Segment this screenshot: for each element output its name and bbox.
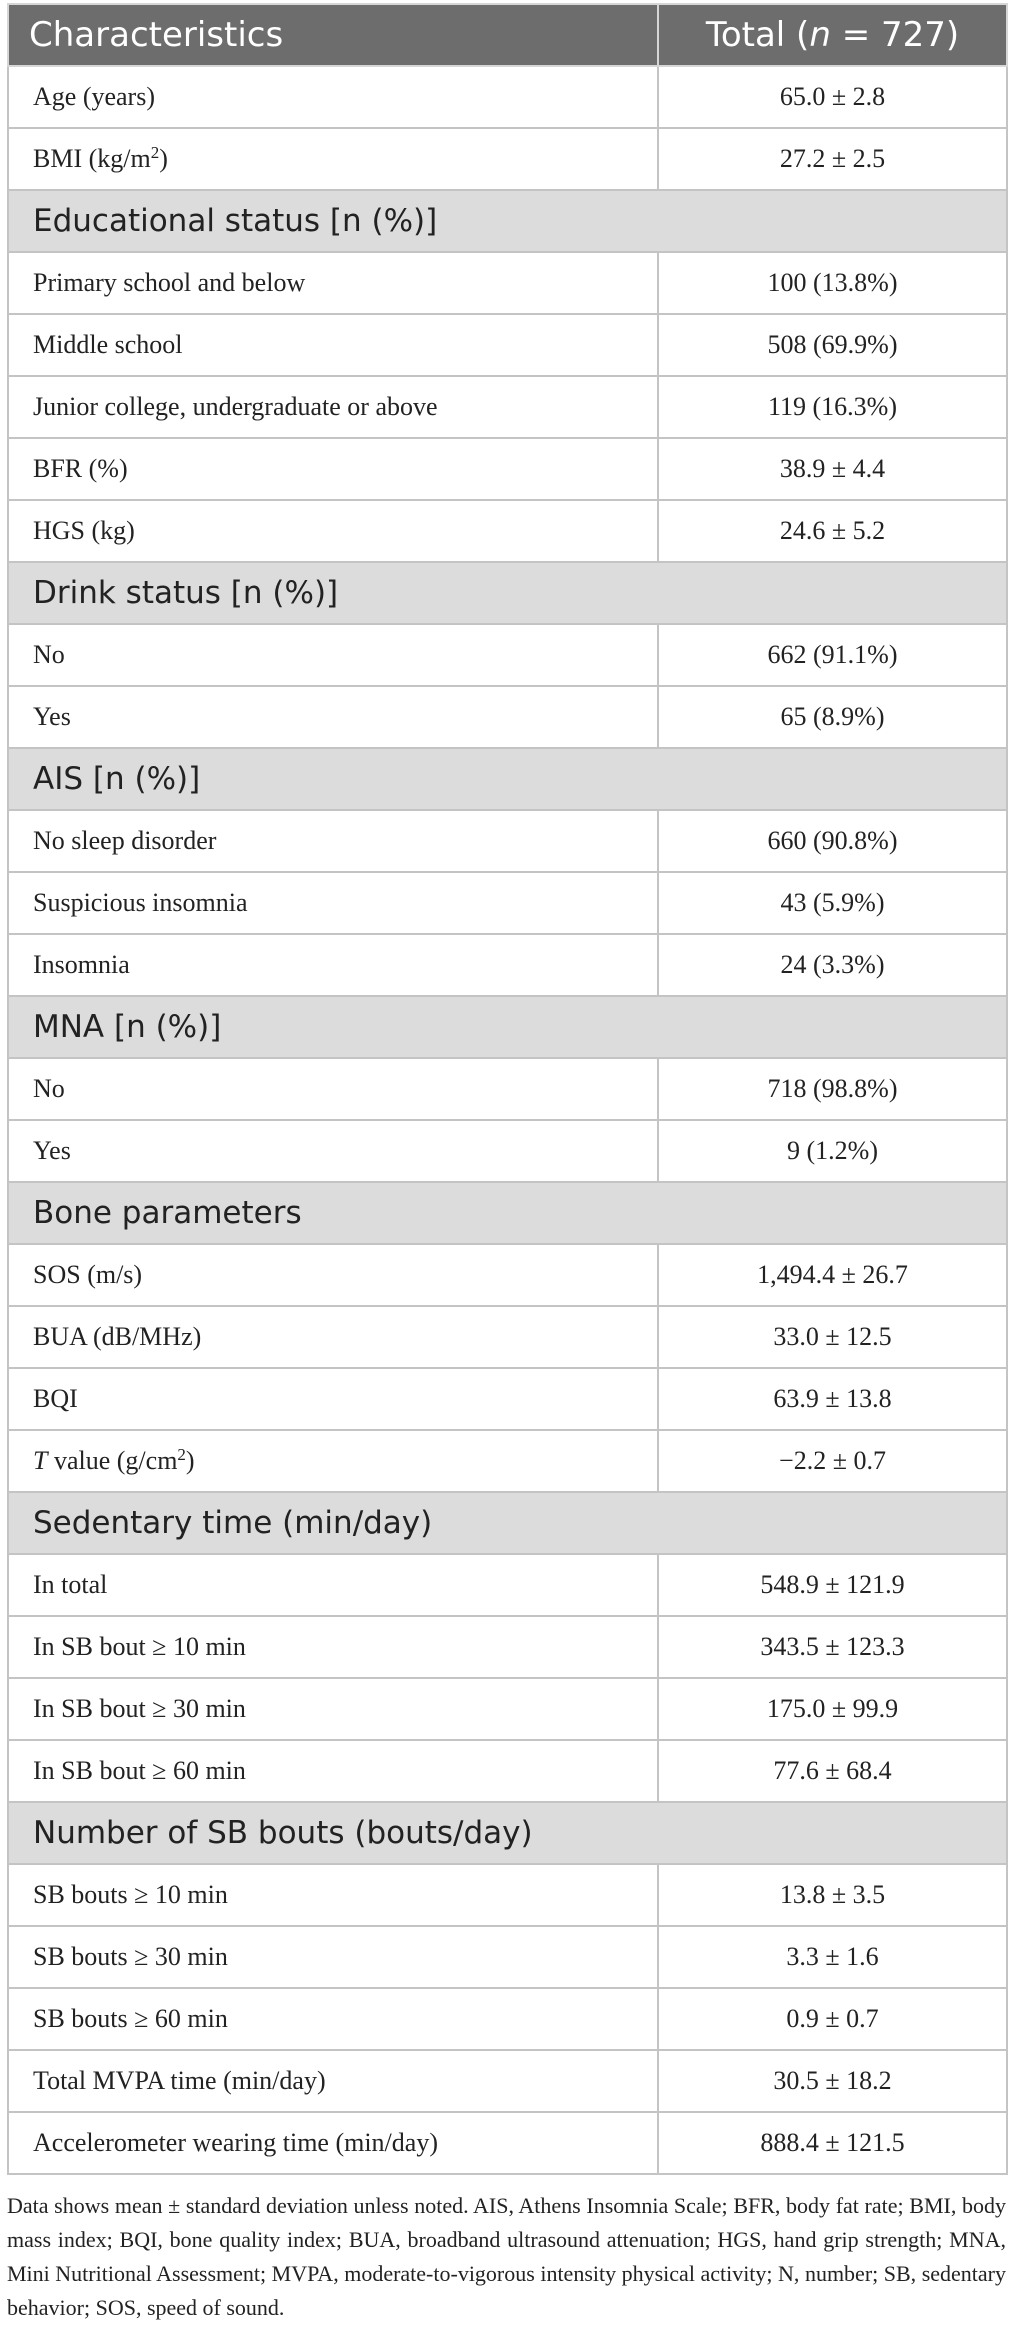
section-row bbox=[8, 748, 1007, 810]
row-value: 24 (3.3%) bbox=[658, 934, 1007, 996]
row-value: 888.4 ± 121.5 bbox=[658, 2112, 1007, 2174]
header-total bbox=[658, 4, 1007, 66]
row-label: SB bouts ≥ 10 min bbox=[8, 1864, 658, 1926]
row-label: No bbox=[8, 624, 658, 686]
row-label: No bbox=[8, 1058, 658, 1120]
row-label: Middle school bbox=[8, 314, 658, 376]
table-row bbox=[8, 1430, 1007, 1492]
table-row bbox=[8, 314, 1007, 376]
row-label: Yes bbox=[8, 686, 658, 748]
row-label: SB bouts ≥ 60 min bbox=[8, 1988, 658, 2050]
row-value: 77.6 ± 68.4 bbox=[658, 1740, 1007, 1802]
row-value: 13.8 ± 3.5 bbox=[658, 1864, 1007, 1926]
section-row bbox=[8, 1182, 1007, 1244]
row-label: In total bbox=[8, 1554, 658, 1616]
table-row bbox=[8, 1678, 1007, 1740]
row-label: Insomnia bbox=[8, 934, 658, 996]
row-label bbox=[8, 128, 658, 190]
table-row bbox=[8, 872, 1007, 934]
row-value: 33.0 ± 12.5 bbox=[658, 1306, 1007, 1368]
header-total-n: n bbox=[809, 15, 831, 55]
row-value: 65 (8.9%) bbox=[658, 686, 1007, 748]
row-label: Junior college, undergraduate or above bbox=[8, 376, 658, 438]
table-row bbox=[8, 128, 1007, 190]
table-header-row bbox=[8, 4, 1007, 66]
table-row bbox=[8, 2112, 1007, 2174]
table-row bbox=[8, 252, 1007, 314]
section-row bbox=[8, 996, 1007, 1058]
row-value: −2.2 ± 0.7 bbox=[658, 1430, 1007, 1492]
row-value: 662 (91.1%) bbox=[658, 624, 1007, 686]
table-row bbox=[8, 1740, 1007, 1802]
characteristics-table bbox=[7, 3, 1008, 2175]
row-value: 100 (13.8%) bbox=[658, 252, 1007, 314]
table-row bbox=[8, 1988, 1007, 2050]
row-value: 508 (69.9%) bbox=[658, 314, 1007, 376]
row-value: 175.0 ± 99.9 bbox=[658, 1678, 1007, 1740]
table-row bbox=[8, 1306, 1007, 1368]
section-label: Educational status [n (%)] bbox=[8, 190, 1007, 252]
row-label: In SB bout ≥ 30 min bbox=[8, 1678, 658, 1740]
row-label: Suspicious insomnia bbox=[8, 872, 658, 934]
table-row bbox=[8, 1058, 1007, 1120]
row-label-superscript: 2 bbox=[177, 1445, 186, 1464]
table-row bbox=[8, 1120, 1007, 1182]
row-label: HGS (kg) bbox=[8, 500, 658, 562]
row-value: 3.3 ± 1.6 bbox=[658, 1926, 1007, 1988]
row-value: 119 (16.3%) bbox=[658, 376, 1007, 438]
row-label: Primary school and below bbox=[8, 252, 658, 314]
table-row bbox=[8, 1926, 1007, 1988]
row-label-superscript: 2 bbox=[150, 143, 160, 162]
row-label-suffix: ) bbox=[185, 1446, 195, 1475]
table-row bbox=[8, 438, 1007, 500]
row-label: In SB bout ≥ 60 min bbox=[8, 1740, 658, 1802]
row-label: No sleep disorder bbox=[8, 810, 658, 872]
row-label: BQI bbox=[8, 1368, 658, 1430]
row-label: In SB bout ≥ 10 min bbox=[8, 1616, 658, 1678]
row-value: 343.5 ± 123.3 bbox=[658, 1616, 1007, 1678]
row-label: Yes bbox=[8, 1120, 658, 1182]
header-characteristics: Characteristics bbox=[8, 4, 658, 66]
row-value: 65.0 ± 2.8 bbox=[658, 66, 1007, 128]
table-row bbox=[8, 934, 1007, 996]
row-value: 27.2 ± 2.5 bbox=[658, 128, 1007, 190]
section-row bbox=[8, 190, 1007, 252]
row-label: SB bouts ≥ 30 min bbox=[8, 1926, 658, 1988]
table-row bbox=[8, 66, 1007, 128]
section-row bbox=[8, 562, 1007, 624]
row-label bbox=[8, 1430, 658, 1492]
row-value: 718 (98.8%) bbox=[658, 1058, 1007, 1120]
section-row bbox=[8, 1802, 1007, 1864]
row-value: 63.9 ± 13.8 bbox=[658, 1368, 1007, 1430]
section-label: AIS [n (%)] bbox=[8, 748, 1007, 810]
row-label: Accelerometer wearing time (min/day) bbox=[8, 2112, 658, 2174]
table-row bbox=[8, 2050, 1007, 2112]
table-row bbox=[8, 1864, 1007, 1926]
characteristics-table-container bbox=[7, 3, 1006, 2325]
table-row bbox=[8, 810, 1007, 872]
header-total-prefix: Total ( bbox=[705, 15, 810, 55]
row-label-text: value (g/cm bbox=[47, 1446, 178, 1475]
row-label: Total MVPA time (min/day) bbox=[8, 2050, 658, 2112]
row-value: 1,494.4 ± 26.7 bbox=[658, 1244, 1007, 1306]
row-value: 9 (1.2%) bbox=[658, 1120, 1007, 1182]
row-value: 660 (90.8%) bbox=[658, 810, 1007, 872]
table-row bbox=[8, 624, 1007, 686]
table-row bbox=[8, 686, 1007, 748]
table-footnote: Data shows mean ± standard deviation unless noted. AIS, Athens Insomnia Scale; BFR, body fat rate; BMI, body mass index; BQI, bone quality index; BUA, broadband ultrasound attenuation; HGS, hand grip strength; MNA, Mini Nutritional Assessment; MVPA, moderate-to-vigorous intensity physical activity; N, number; SB, sedentary behavior; SOS, speed of sound. bbox=[7, 2193, 1006, 2320]
row-label: BUA (dB/MHz) bbox=[8, 1306, 658, 1368]
row-value: 38.9 ± 4.4 bbox=[658, 438, 1007, 500]
row-label-italic: T bbox=[33, 1446, 48, 1475]
section-label: Sedentary time (min/day) bbox=[8, 1492, 1007, 1554]
table-row bbox=[8, 1616, 1007, 1678]
row-value: 548.9 ± 121.9 bbox=[658, 1554, 1007, 1616]
section-label: Drink status [n (%)] bbox=[8, 562, 1007, 624]
row-label: Age (years) bbox=[8, 66, 658, 128]
row-value: 43 (5.9%) bbox=[658, 872, 1007, 934]
table-body bbox=[8, 66, 1007, 2174]
section-label: Number of SB bouts (bouts/day) bbox=[8, 1802, 1007, 1864]
row-value: 24.6 ± 5.2 bbox=[658, 500, 1007, 562]
section-label: MNA [n (%)] bbox=[8, 996, 1007, 1058]
row-label-text: BMI (kg/m bbox=[33, 144, 151, 173]
section-row bbox=[8, 1492, 1007, 1554]
header-total-suffix: = 727) bbox=[830, 15, 960, 55]
table-row bbox=[8, 1368, 1007, 1430]
row-value: 30.5 ± 18.2 bbox=[658, 2050, 1007, 2112]
row-label: SOS (m/s) bbox=[8, 1244, 658, 1306]
table-row bbox=[8, 1554, 1007, 1616]
row-label-suffix: ) bbox=[159, 144, 168, 173]
table-row bbox=[8, 376, 1007, 438]
table-row bbox=[8, 500, 1007, 562]
table-row bbox=[8, 1244, 1007, 1306]
row-value: 0.9 ± 0.7 bbox=[658, 1988, 1007, 2050]
row-label: BFR (%) bbox=[8, 438, 658, 500]
section-label: Bone parameters bbox=[8, 1182, 1007, 1244]
